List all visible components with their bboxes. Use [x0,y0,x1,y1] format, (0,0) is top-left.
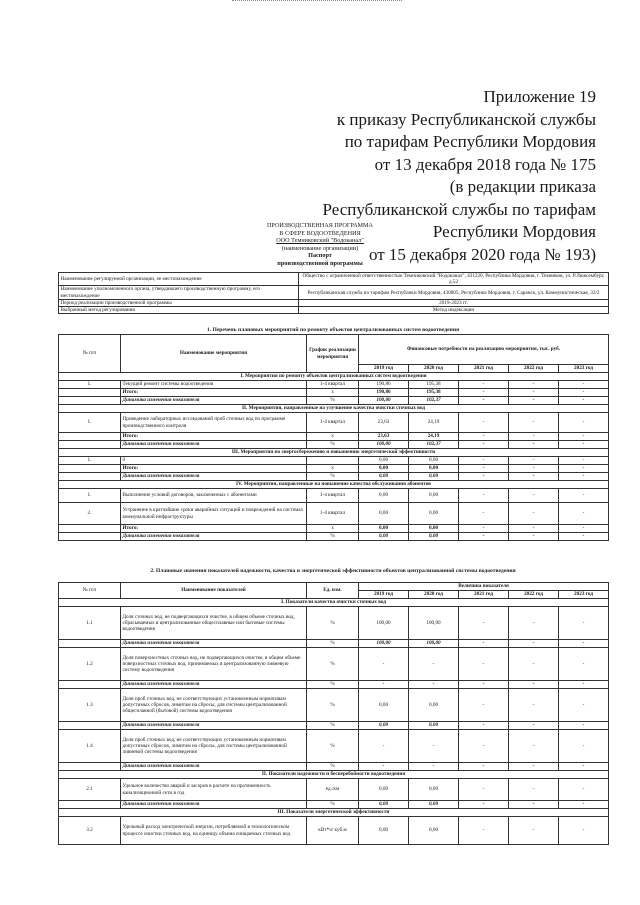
row-name: Динамика изменения показателя [121,441,307,449]
row-number [59,525,121,533]
section-title: III. Показатели энергетической эффективности [59,809,609,817]
row-name: Устранение в кратчайшие сроки аварийных ситуаций и повреждений на системах коммунальной инфраструктуры [121,503,307,525]
row-number: 1. [59,489,121,503]
row-value: - [559,763,609,771]
row-value: - [459,648,509,681]
row-sched: 1-4 квартал [307,413,359,433]
row-unit: кВт*ч/ куб.м [307,817,359,845]
row-unit: % [307,607,359,640]
row-value: - [559,441,609,449]
row-unit: % [307,801,359,809]
table-row [59,441,609,449]
row-value: - [459,489,509,503]
row-unit: % [307,640,359,648]
row-value: - [559,722,609,730]
table-row [59,681,609,689]
row-value: - [559,525,609,533]
organization-caption: (наименование организации) [281,244,359,252]
row-name: Текущий ремонт системы водоотведения [121,381,307,389]
row-value: 0,00 [359,779,409,801]
row-name: Выполнение условий договоров, заключенных с абонентами [121,489,307,503]
row-name: Доля проб сточных вод, не соответствующих установленным нормативам допустимых сбросов, лимитам на сбросы, для системы централизованной общесплавной (бытовой) системы водоотведения [121,689,307,722]
row-value: - [559,489,609,503]
row-value: 0,00 [409,722,459,730]
row-number [59,433,121,441]
row-value: - [559,433,609,441]
section-title: III. Мероприятия по энергосбережению и повышению энергетической эффективности [59,449,609,457]
table-row [59,381,609,389]
table1-title: 1. Перечень плановых мероприятий по ремонту объектов централизованных систем водоотведения [206,327,460,333]
row-value: 0,00 [359,525,409,533]
row-value: 24,19 [409,413,459,433]
row-unit: % [307,763,359,771]
table-row [59,817,609,845]
row-value: 23,63 [359,433,409,441]
row-value: - [559,533,609,541]
row-value: - [559,457,609,465]
row-value: - [459,433,509,441]
row-value: - [459,397,509,405]
row-value: - [509,389,559,397]
row-value: - [459,640,509,648]
row-value: - [459,689,509,722]
row-value: 100,00 [359,640,409,648]
row-value: - [509,640,559,648]
row-value: - [409,648,459,681]
row-value: 190,86 [359,381,409,389]
row-value: 0,00 [409,489,459,503]
year-header: 2022 год [509,591,559,599]
t1-col-finance: Финансовые потребности на реализацию мероприятия, тыс. руб. [359,335,609,365]
table-row [59,503,609,525]
row-unit: % [307,730,359,763]
row-value: - [509,441,559,449]
row-value: 0,00 [409,817,459,845]
row-value: - [559,465,609,473]
passport-table [58,272,609,314]
row-value: - [459,801,509,809]
row-sched: 1-4 квартал [307,381,359,389]
passport-value: Общество с ограниченной ответственностью Темниковский "Водоканал", 431220, Республика Мордовия, г. Темников, ул. Р.Люксембург, д.52 [299,273,609,286]
table-row [59,648,609,681]
passport-value: Республиканская служба по тарифам Республики Мордовия, 430005, Республика Мордовия, г. Саранск, ул. Коммунистическая, 33/2 [299,286,609,299]
table-row [59,489,609,503]
row-value: - [509,681,559,689]
table-row [59,689,609,722]
row-value: - [509,817,559,845]
row-name: Динамика изменения показателя [121,640,307,648]
year-header: 2020 год [409,591,459,599]
activities-table [58,334,609,541]
row-sched: % [307,441,359,449]
row-value: - [559,730,609,763]
row-value: - [509,489,559,503]
year-header: 2022 год [509,365,559,373]
section-row [59,405,609,413]
row-value: - [359,648,409,681]
row-value: 0,00 [409,525,459,533]
row-number [59,533,121,541]
row-value: - [559,397,609,405]
row-value: - [509,648,559,681]
passport-value: Метод индексации [299,307,609,314]
t2-col-value: Величина показателя [359,583,609,591]
row-sched: х [307,389,359,397]
row-number [59,681,121,689]
row-value: - [559,413,609,433]
row-value: 23,63 [359,413,409,433]
row-value: 0,00 [359,489,409,503]
row-value: - [409,730,459,763]
table-row [59,465,609,473]
section-row [59,771,609,779]
row-value: 100,00 [409,607,459,640]
row-value: - [509,525,559,533]
table-row [59,779,609,801]
row-value: 195,38 [409,381,459,389]
row-number: 3.2 [59,817,121,845]
program-subtitle: В СФЕРЕ ВОДООТВЕДЕНИЯ [279,229,361,237]
row-value: - [559,681,609,689]
row-name: Доля сточных вод, не подвергающихся очистке, в общем объеме сточных вод, сбрасываемых в централизованные общесплавные или бытовые системы водоотведения [121,607,307,640]
row-value: - [459,503,509,525]
section-row [59,449,609,457]
table-row [59,457,609,465]
row-value: 24,19 [409,433,459,441]
row-value: 100,00 [359,397,409,405]
row-value: 0,00 [409,533,459,541]
row-value: - [459,722,509,730]
t1-col-name: Наименование мероприятия [121,335,307,373]
row-value: - [559,801,609,809]
row-value: 0,00 [359,465,409,473]
year-header: 2019 год [359,591,409,599]
row-unit: % [307,681,359,689]
row-value: - [459,457,509,465]
row-value: - [459,533,509,541]
row-name: Доля поверхностных сточных вод, не подвергающихся очистке, в общем объеме поверхностных сточных вод, принимаемых в централизованную ливневую систему водоотведения [121,648,307,681]
row-value: - [559,779,609,801]
row-sched [307,457,359,465]
row-number: 1. [59,457,121,465]
table-row [59,473,609,481]
row-value: - [509,397,559,405]
row-value: 0,00 [359,817,409,845]
row-number: 1.4 [59,730,121,763]
row-name: Доля проб сточных вод, не соответствующих установленным нормативам допустимых сбросов, лимитам на сбросы, для системы централизованной ливневой системы водоотведения [121,730,307,763]
header-line: Республиканской службы по тарифам [322,199,596,219]
row-value: - [509,801,559,809]
row-value: 0,00 [409,689,459,722]
row-value: 100,00 [409,640,459,648]
passport-label: Наименование регулируемой организации, ее местонахождение [59,273,299,286]
row-value: - [509,689,559,722]
program-title-block [0,222,640,268]
header-line: от 13 декабря 2018 года № 175 [374,154,596,174]
year-header: 2023 год [559,365,609,373]
row-value: - [459,817,509,845]
row-name: Удельное количество аварий и засоров в расчете на протяженность канализационной сети в год [121,779,307,801]
row-value: - [459,525,509,533]
row-value: - [459,381,509,389]
scan-top-mark [232,0,402,4]
t2-col-unit: Ед. изм. [307,583,359,599]
passport-value: 2019-2023 гг. [299,299,609,306]
year-header: 2021 год [459,365,509,373]
section-title: I. Показатели качества очистки сточных вод [59,599,609,607]
table-row [59,801,609,809]
row-number: 1. [59,413,121,433]
row-number [59,389,121,397]
indicators-table [58,582,609,845]
table-row [59,607,609,640]
row-number: 1.2 [59,648,121,681]
row-name: Итого: [121,525,307,533]
row-number: 2. [59,503,121,525]
row-value: 0,00 [359,722,409,730]
row-value: - [509,433,559,441]
header-line: (в редакции приказа [449,177,596,196]
row-value: - [509,779,559,801]
row-value: - [459,473,509,481]
row-value: - [359,763,409,771]
row-number: 2.1 [59,779,121,801]
t2-col-num: № п/п [59,583,121,599]
row-number: 1.3 [59,689,121,722]
row-value: - [509,413,559,433]
table-row [59,389,609,397]
year-header: 2019 год [359,365,409,373]
passport-subtitle: производственной программы [277,259,363,267]
section-row [59,599,609,607]
section-row [59,481,609,489]
row-value: 100,00 [359,607,409,640]
row-value: 0,00 [409,457,459,465]
row-value: 0,00 [359,503,409,525]
row-sched: % [307,397,359,405]
header-line: по тарифам Республики Мордовия [344,132,596,151]
passport-row [59,307,609,314]
passport-row [59,273,609,286]
row-value: - [509,763,559,771]
t1-col-schedule: График реализации мероприятия [307,335,359,373]
row-value: - [359,681,409,689]
row-value: 190,86 [359,389,409,397]
row-name: Динамика изменения показателя [121,722,307,730]
row-number [59,763,121,771]
row-value: - [459,681,509,689]
row-number [59,722,121,730]
row-value: - [509,533,559,541]
row-value: 0,00 [409,473,459,481]
section-title: I. Мероприятия по ремонту объектов централизованных систем водоотведения [59,373,609,381]
row-number [59,441,121,449]
table-row [59,525,609,533]
row-value: - [509,722,559,730]
row-value: - [509,465,559,473]
row-name: Итого: [121,389,307,397]
row-value: - [559,640,609,648]
row-value: 195,38 [409,389,459,397]
table-row [59,397,609,405]
row-value: - [509,730,559,763]
row-value: - [509,607,559,640]
row-sched: % [307,473,359,481]
passport-label: Наименование уполномоченного органа, утвердившего производственную программу, его местонахождение [59,286,299,299]
table-row [59,640,609,648]
row-name: Итого: [121,465,307,473]
row-value: - [459,607,509,640]
row-sched: х [307,465,359,473]
year-header: 2023 год [559,591,609,599]
row-value: - [559,817,609,845]
table-row [59,722,609,730]
year-header: 2020 год [409,365,459,373]
row-sched: % [307,533,359,541]
row-value: 0,00 [409,801,459,809]
row-value: - [459,779,509,801]
row-unit: % [307,648,359,681]
row-number [59,801,121,809]
passport-label: Выбранный метод регулирования [59,307,299,314]
table-row [59,730,609,763]
row-value: 102,37 [409,397,459,405]
row-sched: 1-4 квартал [307,503,359,525]
row-unit: % [307,689,359,722]
row-value: - [509,381,559,389]
section-title: II. Показатели надежности и бесперебойности водоотведения [59,771,609,779]
organization-name: ООО Темниковский "Водоканал" [276,237,364,245]
row-name: Динамика изменения показателя [121,533,307,541]
row-value: 0,00 [409,779,459,801]
row-value: - [509,503,559,525]
t1-col-num: № п/п [59,335,121,373]
passport-row [59,299,609,306]
section-title: II. Мероприятия, направленные на улучшение качества очистки сточных вод [59,405,609,413]
header-line: от 15 декабря 2020 года № 193) [368,244,596,264]
row-value: - [459,730,509,763]
row-name: Проведение лабораторных исследований проб сточных вод по программе производственного контроля [121,413,307,433]
row-value: - [459,763,509,771]
program-title: ПРОИЗВОДСТВЕННАЯ ПРОГРАММА [266,222,374,229]
row-name: Динамика изменения показателя [121,763,307,771]
row-value: - [559,381,609,389]
section-title: IV. Мероприятия, направленные на повышение качества обслуживания абонентов [59,481,609,489]
passport-title: Паспорт [308,252,332,260]
row-sched: 1-4 квартал [307,489,359,503]
row-name: Удельный расход электрической энергии, потребляемой в технологическом процессе очистки сточных вод, на единицу объема очищаемых сточных вод [121,817,307,845]
section-row [59,809,609,817]
row-unit: % [307,722,359,730]
row-name: Динамика изменения показателя [121,681,307,689]
section-row [59,373,609,381]
t2-col-name: Наименование показателей [121,583,307,599]
row-value: 0,00 [359,533,409,541]
header-line: Республики Мордовия [432,222,596,241]
row-value: - [559,503,609,525]
table-row [59,433,609,441]
row-number: 1. [59,381,121,389]
passport-label: Период реализации производственной программы [59,299,299,306]
row-value: - [459,441,509,449]
row-value: 0,00 [359,473,409,481]
row-name: Динамика изменения показателя [121,397,307,405]
row-value: - [359,730,409,763]
row-value: 102,37 [409,441,459,449]
row-value: 0,00 [359,801,409,809]
table-row [59,533,609,541]
year-header: 2021 год [459,591,509,599]
row-name: Итого: [121,433,307,441]
row-number [59,473,121,481]
row-name: 0 [121,457,307,465]
row-value: - [559,389,609,397]
table-row [59,413,609,433]
header-line: к приказу Республиканской службы [336,109,596,129]
row-name: Динамика изменения показателя [121,473,307,481]
row-sched: х [307,525,359,533]
row-value: - [459,465,509,473]
row-value: 0,00 [359,689,409,722]
row-number [59,465,121,473]
row-sched: х [307,433,359,441]
row-value: - [409,681,459,689]
row-value: - [509,473,559,481]
row-value: - [459,389,509,397]
row-value: - [559,473,609,481]
row-value: - [559,648,609,681]
row-value: - [559,689,609,722]
row-name: Динамика изменения показателя [121,801,307,809]
header-line: Приложение 19 [483,87,596,106]
row-value: 0,00 [409,465,459,473]
row-value: 100,00 [359,441,409,449]
row-number [59,640,121,648]
row-value: - [509,457,559,465]
table2-title: 2. Плановые значения показателей надежности, качества и энергетической эффективности объектов централизованной системы водоотведения [150,568,516,574]
row-value: - [459,413,509,433]
row-value: 0,00 [359,457,409,465]
row-number: 1.1 [59,607,121,640]
row-value: 0,00 [409,503,459,525]
passport-row [59,286,609,299]
row-value: - [409,763,459,771]
row-value: - [559,607,609,640]
table-row [59,763,609,771]
row-number [59,397,121,405]
row-unit: ед./км [307,779,359,801]
